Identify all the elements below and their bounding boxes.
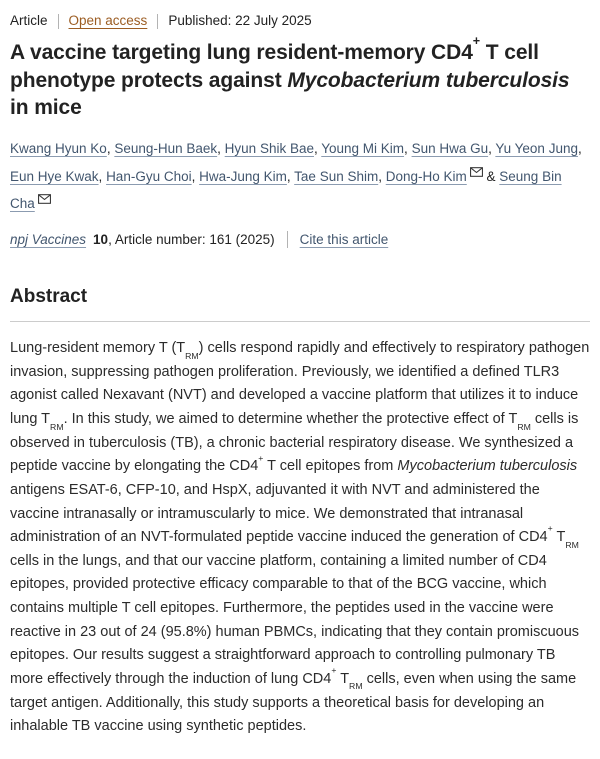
text-segment: RM <box>517 421 531 432</box>
author-separator: , <box>106 141 115 157</box>
author-link[interactable]: Eun Hye Kwak <box>10 168 99 184</box>
text-segment: + <box>258 452 264 463</box>
text-segment: T cell epitopes from <box>263 458 398 475</box>
article-number: , Article number: 161 (2025) <box>108 232 275 248</box>
author-link[interactable]: Dong-Ho Kim <box>385 168 467 184</box>
text-segment: RM <box>349 681 363 692</box>
citation-separator <box>287 231 288 248</box>
text-segment: cells in the lungs, and that our vaccine platform, containing a limited number of CD4 epitopes, provided protective efficacy comparable to that of the BCG vaccine, which contains multiple T cell epitopes. Furthermore, the peptides used in the vaccine were reactive in 23 out of 24 (95.8%) human PBMCs, indicating that they contain promiscuous epitopes. Our results suggest a straightforward approach to controlling pulmonary TB more effectively through the induction of lung CD4 <box>10 552 580 687</box>
text-segment: Lung-resident memory T (T <box>10 340 186 357</box>
journal-link[interactable]: npj Vaccines <box>10 232 87 248</box>
text-segment: cells is observed in tuberculosis (TB), a chronic bacterial respiratory disease. We synthesized a peptide vaccine by elongating the CD4 <box>10 411 579 475</box>
text-segment: + <box>472 33 481 48</box>
page-title <box>10 33 590 121</box>
author-link[interactable]: Yu Yeon Jung <box>495 141 578 157</box>
text-segment: T cell phenotype protects against <box>10 41 539 92</box>
abstract-section <box>10 286 590 739</box>
author-separator: , <box>313 141 322 157</box>
text-segment: RM <box>50 421 64 432</box>
open-access-link[interactable]: Open access <box>68 13 148 28</box>
author-separator: , <box>286 168 295 184</box>
author-separator: & <box>482 168 500 184</box>
article-meta <box>10 12 590 30</box>
author-link[interactable]: Seung Bin Cha <box>10 168 562 212</box>
text-segment: Mycobacterium tuberculosis <box>287 68 570 92</box>
text-segment: in mice <box>10 95 82 119</box>
text-segment: A vaccine targeting lung resident-memory CD4 <box>10 41 473 65</box>
text-segment: Mycobacterium tuberculosis <box>397 458 578 475</box>
text-segment: . In this study, we aimed to determine whether the protective effect of T <box>63 411 518 427</box>
email-icon[interactable] <box>38 194 51 204</box>
journal-citation-line <box>10 231 590 248</box>
text-segment: T <box>552 529 566 546</box>
author-link[interactable]: Kwang Hyun Ko <box>10 141 107 157</box>
text-segment: RM <box>185 350 199 361</box>
author-separator: , <box>217 141 225 157</box>
text-segment: cells, even when using the same target antigen. Additionally, this study supports a theoretical basis for developing an inhalable TB vaccine using synthetic peptides. <box>10 670 577 735</box>
author-separator: , <box>378 168 386 184</box>
abstract-heading: Abstract <box>10 286 590 322</box>
journal-volume: 10 <box>93 232 109 248</box>
article-type-label: Article <box>10 13 48 28</box>
text-segment: ) cells respond rapidly and effectively to respiratory pathogen invasion, suppressing pathogen proliferation. Previously, we identified a defined TLR3 agonist called Nexavant (NVT) and developed a vaccine platform that utilizes it to induce lung T <box>10 340 590 427</box>
published-date: Published: 22 July 2025 <box>168 13 312 28</box>
abstract-text <box>10 337 590 739</box>
author-link[interactable]: Sun Hwa Gu <box>411 141 489 157</box>
email-icon[interactable] <box>470 167 483 177</box>
author-list <box>10 135 590 218</box>
author-link[interactable]: Tae Sun Shim <box>294 168 379 184</box>
author-link[interactable]: Seung-Hun Baek <box>114 141 218 157</box>
text-segment: + <box>547 523 553 534</box>
text-segment: + <box>331 665 337 676</box>
cite-this-article-link[interactable]: Cite this article <box>299 232 389 248</box>
author-link[interactable]: Hyun Shik Bae <box>224 141 314 157</box>
text-segment: RM <box>565 539 579 550</box>
author-link[interactable]: Young Mi Kim <box>321 141 405 157</box>
author-separator: , <box>404 141 412 157</box>
text-segment: T <box>336 670 350 687</box>
meta-separator <box>157 14 158 29</box>
author-separator: , <box>577 141 582 157</box>
author-separator: , <box>98 168 107 184</box>
text-segment: antigens ESAT-6, CFP-10, and HspX, adjuvanted it with NVT and administered the vaccine intranasally or intramuscularly to mice. We demonstrated that intranasal administration of an NVT-formulated peptide vaccine induced the generation of CD4 <box>10 481 548 546</box>
author-separator: , <box>191 168 200 184</box>
meta-separator <box>58 14 59 29</box>
author-link[interactable]: Han-Gyu Choi <box>106 168 192 184</box>
author-separator: , <box>488 141 496 157</box>
author-link[interactable]: Hwa-Jung Kim <box>199 168 287 184</box>
